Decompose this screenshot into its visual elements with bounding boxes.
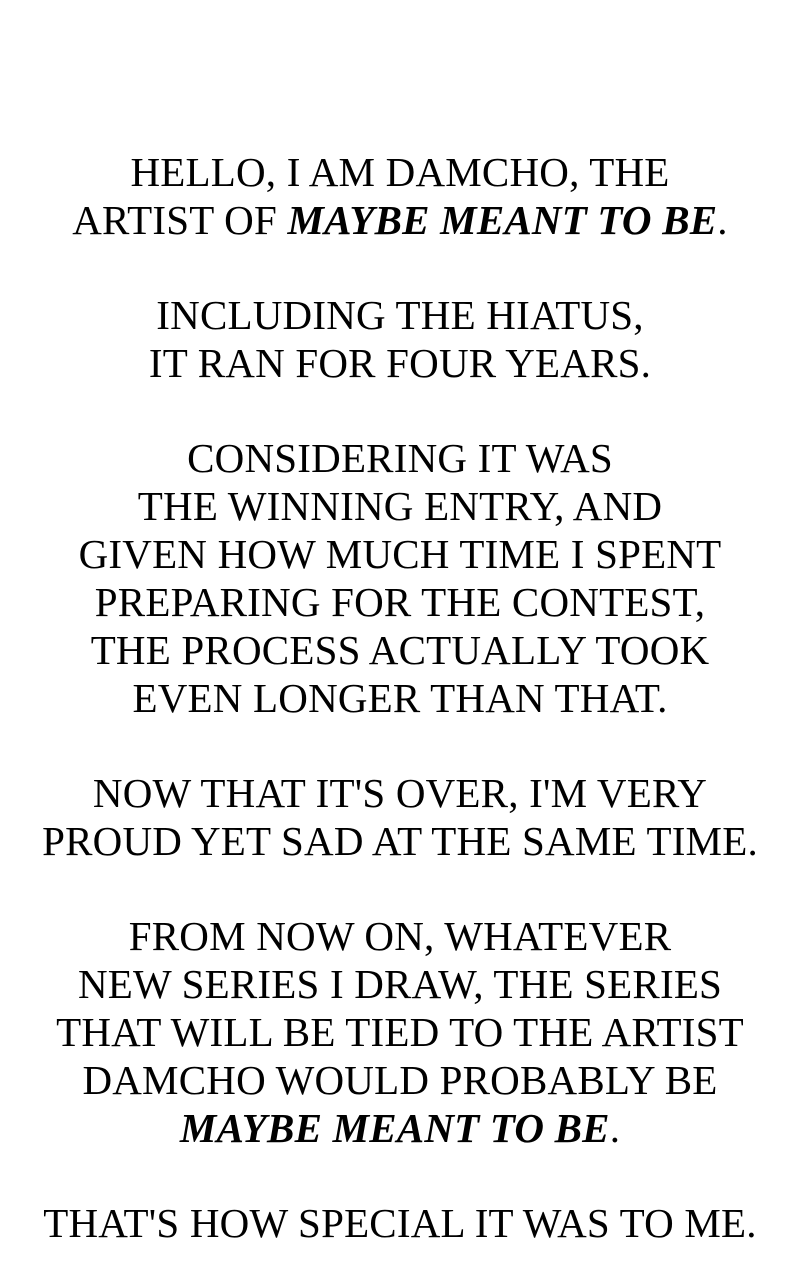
paragraph-legacy [42,912,758,1152]
text-line [42,674,758,722]
text-line [42,339,758,387]
text-line [42,817,758,865]
paragraph-hiatus [42,291,758,387]
text-segment: IT RAN FOR FOUR YEARS. [148,340,652,386]
text-segment: NEW SERIES I DRAW, THE SERIES [77,961,723,1007]
text-segment: PROUD YET SAD AT THE SAME TIME. [42,818,758,864]
text-line [42,1008,758,1056]
text-line [42,291,758,339]
text-segment: INCLUDING THE HIATUS, [156,292,644,338]
text-segment: THAT WILL BE TIED TO THE ARTIST [56,1009,744,1055]
series-title: MAYBE MEANT TO BE [287,197,718,243]
text-line [42,530,758,578]
text-segment: FROM NOW ON, WHATEVER [128,913,672,959]
series-title: MAYBE MEANT TO BE [179,1105,610,1151]
text-segment: ARTIST OF [72,197,288,243]
paragraph-closing [42,1199,758,1247]
text-line [42,148,758,196]
text-line [42,626,758,674]
text-line [42,769,758,817]
text-segment: THE PROCESS ACTUALLY TOOK [90,627,710,673]
text-segment: THE WINNING ENTRY, AND [137,483,663,529]
paragraph-contest [42,434,758,722]
text-segment: NOW THAT IT'S OVER, I'M VERY [92,770,708,816]
text-segment: GIVEN HOW MUCH TIME I SPENT [78,531,722,577]
text-line [42,912,758,960]
paragraph-feelings [42,769,758,865]
text-segment: THAT'S HOW SPECIAL IT WAS TO ME. [43,1200,757,1246]
text-line [42,1056,758,1104]
text-segment: HELLO, I AM DAMCHO, THE [130,149,670,195]
text-segment: PREPARING FOR THE CONTEST, [94,579,706,625]
text-segment: EVEN LONGER THAN THAT. [132,675,668,721]
text-line [42,578,758,626]
text-line [42,434,758,482]
text-line [42,482,758,530]
text-line [42,1104,758,1152]
text-segment: . [717,197,728,243]
paragraph-intro [42,148,758,244]
text-line [42,196,758,244]
text-segment: . [609,1105,621,1151]
text-line [42,960,758,1008]
paragraph-container [42,148,758,1247]
text-line [42,1199,758,1247]
text-segment: CONSIDERING IT WAS [187,435,613,481]
text-segment: DAMCHO WOULD PROBABLY BE [82,1057,718,1103]
